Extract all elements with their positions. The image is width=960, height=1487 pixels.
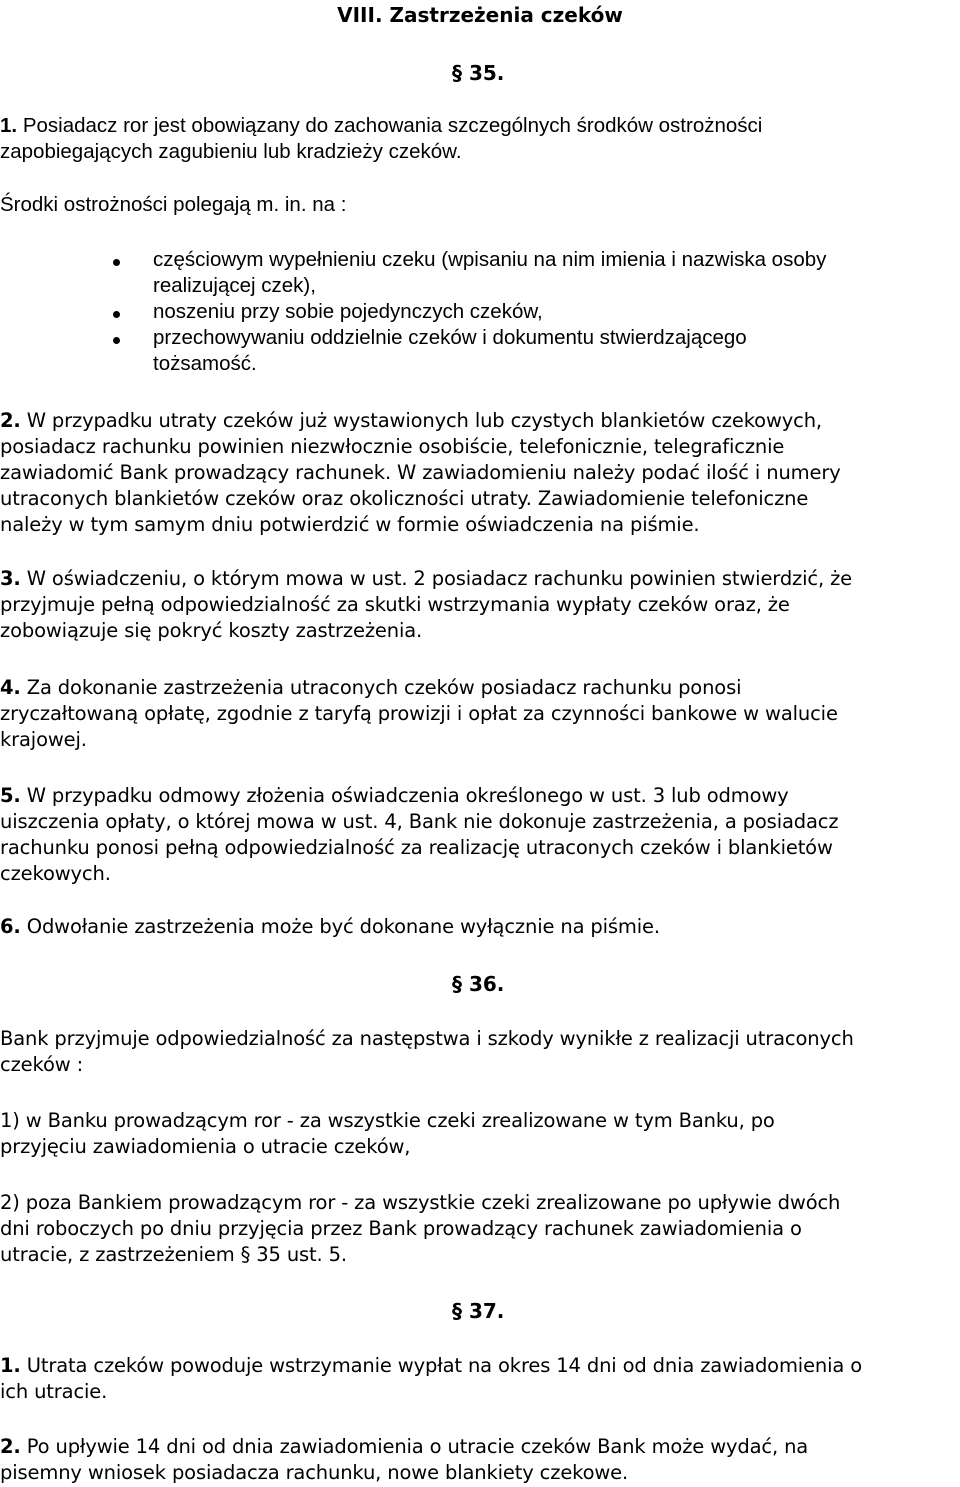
measures-list <box>0 247 960 377</box>
sec35-p5-number: 5. <box>0 784 21 807</box>
sec35-p1-line: zapobiegających zagubieniu lub kradzieży czeków. <box>0 140 462 163</box>
list-item-line: noszeniu przy sobie pojedynczych czeków, <box>153 300 543 323</box>
paragraph-line: ich utracie. <box>0 1380 108 1403</box>
paragraph-line: przyjęciu zawiadomienia o utracie czeków, <box>0 1135 411 1158</box>
paragraph-line: utracie, z zastrzeżeniem § 35 ust. 5. <box>0 1243 347 1266</box>
paragraph-line: zobowiązuje się pokryć koszty zastrzeżenia. <box>0 619 423 642</box>
sec36-item-1 <box>0 1108 960 1160</box>
paragraph-line: Po upływie 14 dni od dnia zawiadomienia o utracie czeków Bank może wydać, na <box>26 1435 809 1458</box>
section-36-heading: § 36. <box>452 972 505 996</box>
bullet-icon <box>113 259 120 266</box>
measures-intro: Środki ostrożności polegają m. in. na : <box>0 193 347 216</box>
list-item <box>0 325 960 377</box>
sec36-item-2 <box>0 1190 960 1268</box>
paragraph-line: czekowych. <box>0 862 111 885</box>
chapter-title: VIII. Zastrzeżenia czeków <box>337 3 623 27</box>
section-35-heading: § 35. <box>452 61 505 85</box>
sec35-paragraph-3 <box>0 566 960 644</box>
list-item-line: częściowym wypełnieniu czeku (wpisaniu na nim imienia i nazwiska osoby <box>153 248 827 271</box>
paragraph-line: przyjmuje pełną odpowiedzialność za skutki wstrzymania wypłaty czeków oraz, że <box>0 593 790 616</box>
list-item-line: realizującej czek), <box>153 274 316 297</box>
sec37-p1-number: 1. <box>0 1354 21 1377</box>
bullet-icon <box>113 337 120 344</box>
paragraph-line: 2) poza Bankiem prowadzącym ror - za wszystkie czeki zrealizowane po upływie dwóch <box>0 1191 841 1214</box>
bullet-icon <box>113 311 120 318</box>
sec35-p3-number: 3. <box>0 567 21 590</box>
paragraph-line: krajowej. <box>0 728 87 751</box>
paragraph-line: Za dokonanie zastrzeżenia utraconych czeków posiadacz rachunku ponosi <box>26 676 742 699</box>
sec35-paragraph-1 <box>0 113 960 165</box>
paragraph-line: należy w tym samym dniu potwierdzić w formie oświadczenia na piśmie. <box>0 513 700 536</box>
sec35-paragraph-5 <box>0 783 960 887</box>
sec35-paragraph-6 <box>0 914 960 940</box>
paragraph-line: W przypadku odmowy złożenia oświadczenia określonego w ust. 3 lub odmowy <box>26 784 789 807</box>
sec35-p2-number: 2. <box>0 409 21 432</box>
paragraph-line: zryczałtowaną opłatę, zgodnie z taryfą prowizji i opłat za czynności bankowe w walucie <box>0 702 838 725</box>
section-37-heading: § 37. <box>452 1299 505 1323</box>
sec37-p2-number: 2. <box>0 1435 21 1458</box>
paragraph-line: utraconych blankietów czeków oraz okoliczności utraty. Zawiadomienie telefoniczne <box>0 487 809 510</box>
sec37-paragraph-2 <box>0 1434 960 1486</box>
list-item <box>0 299 960 325</box>
paragraph-line: Utrata czeków powoduje wstrzymanie wypłat na okres 14 dni od dnia zawiadomienia o <box>26 1354 863 1377</box>
sec35-paragraph-2 <box>0 408 960 538</box>
paragraph-line: pisemny wniosek posiadacza rachunku, nowe blankiety czekowe. <box>0 1461 629 1484</box>
paragraph-line: W oświadczeniu, o którym mowa w ust. 2 posiadacz rachunku powinien stwierdzić, że <box>26 567 852 590</box>
sec35-p1-line: Posiadacz ror jest obowiązany do zachowania szczególnych środków ostrożności <box>22 114 763 137</box>
list-item-line: tożsamość. <box>153 352 257 375</box>
sec35-p1-number: 1. <box>0 114 18 137</box>
paragraph-line: uiszczenia opłaty, o której mowa w ust. 4, Bank nie dokonuje zastrzeżenia, a posiadacz <box>0 810 839 833</box>
list-item-line: przechowywaniu oddzielnie czeków i dokumentu stwierdzającego <box>153 326 747 349</box>
sec35-p4-number: 4. <box>0 676 21 699</box>
paragraph-line: W przypadku utraty czeków już wystawionych lub czystych blankietów czekowych, <box>26 409 822 432</box>
paragraph-line: Bank przyjmuje odpowiedzialność za następstwa i szkody wynikłe z realizacji utraconych <box>0 1027 854 1050</box>
paragraph-line: zawiadomić Bank prowadzący rachunek. W zawiadomieniu należy podać ilość i numery <box>0 461 841 484</box>
sec37-paragraph-1 <box>0 1353 960 1405</box>
paragraph-line: 1) w Banku prowadzącym ror - za wszystkie czeki zrealizowane w tym Banku, po <box>0 1109 775 1132</box>
paragraph-line: rachunku ponosi pełną odpowiedzialność za realizację utraconych czeków i blankietów <box>0 836 833 859</box>
paragraph-line: Odwołanie zastrzeżenia może być dokonane wyłącznie na piśmie. <box>26 915 660 938</box>
list-item <box>0 247 960 299</box>
paragraph-line: czeków : <box>0 1053 83 1076</box>
paragraph-line: dni roboczych po dniu przyjęcia przez Bank prowadzący rachunek zawiadomienia o <box>0 1217 802 1240</box>
sec35-p6-number: 6. <box>0 915 21 938</box>
sec36-intro <box>0 1026 960 1078</box>
sec35-paragraph-4 <box>0 675 960 753</box>
paragraph-line: posiadacz rachunku powinien niezwłocznie osobiście, telefonicznie, telegraficznie <box>0 435 785 458</box>
